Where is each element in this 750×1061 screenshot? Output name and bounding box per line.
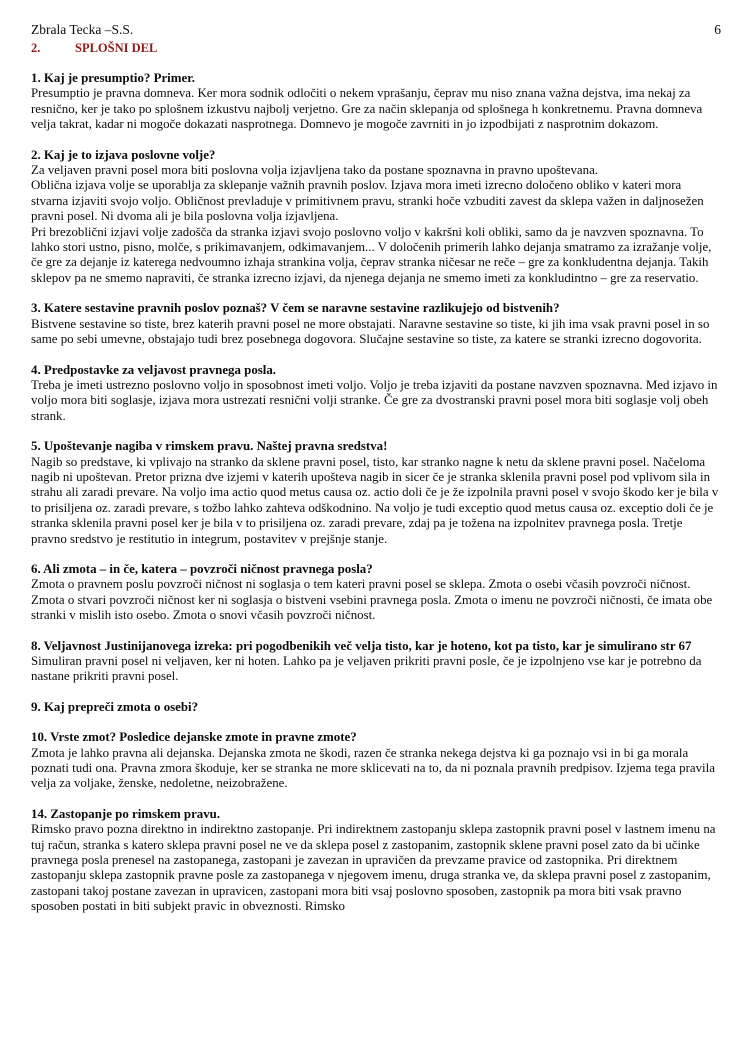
qa-section [31,807,721,915]
answer-body [31,86,721,132]
qa-section [31,301,721,347]
answer-paragraph: Rimsko pravo pozna direktno in indirektno zastopanje. Pri indirektnem zastopanju sklepa zastopnik pravni posel v lastnem imenu na tuj račun, stranka s katero sklepa pravni posel ne ve da sklepa posel z zastopanim, zastopnik sklene pravni posel zato da bi učinke pravnega posla prenesel na zastopanega, zastopani je zavezan in upravičen da prevzame pravice od zastopnika. Pri direktnem zastopanju sklepa zastopnik pravne posle za zastopanega v njegovem imenu, druga stranka ve, da sklepa pravni posel z zastopanim, zastopani takoj postane zavezan in upravicen, zastopani mora biti vsaj poslovno sposoben, zastopnik pa mora biti vsak pravno sposoben postati in biti subjekt pravic in obveznosti. Rimsko [31,822,716,914]
qa-section [31,148,721,287]
running-head-title: Zbrala Tecka –S.S. [31,22,134,37]
answer-paragraph: Presumptio je pravna domneva. Ker mora sodnik odločiti o nekem vprašanju, čeprav mu niso znana važna dejstva, ima nekaj za resnično, ker je tako po splošnem izkustvu najbolj verjetno. Gre za način sklepanja od splošnega h konkretnemu. Pravna domneva velja takrat, kadar ni mogoče dokazati nasprotnega. Domnevo je mogoče zavrniti in jo izpodbijati z nasprotnim dokazom. [31,86,703,132]
question-heading: 1. Kaj je presumptio? Primer. [31,71,195,85]
answer-paragraph: Treba je imeti ustrezno poslovno voljo in sposobnost imeti voljo. Voljo je treba izjaviti da postane navzven spoznavna. Med izjavo in voljo mora biti soglasje, izjava mora ustrezati resnični volji stranke. Če gre za dvostranski pravni posel mora biti soglasje volj obeh strank. [31,377,718,423]
qa-section [31,700,721,715]
answer-body [31,317,721,348]
answer-body [31,577,721,623]
qa-section [31,639,721,685]
answer-paragraph: Bistvene sestavine so tiste, brez katerih pravni posel ne more obstajati. Naravne sestavine so tiste, ki jih ima vsak pravni posel in so same po sebi umevne, obstajajo tudi brez posebnega dogovora. Slučajne sestavine so tiste, za katere se stranki izrecno dogovorita. [31,316,710,347]
answer-paragraph: Nagib so predstave, ki vplivajo na stranko da sklene pravni posel, tisto, kar stranko nagne k netu da sklene pravni posel. Načeloma nagib ni upoštevan. Pretor prizna dve izjemi v katerih upošteva nagib in sicer če je stranka sklenila pravni posel pod vplivom sila in strahu ali zaradi prevare. Na voljo ima actio quod metus causa oz. actio doli če je že izpolnila pravni posel v svojo škodo ker je bila v to prisiljena oz. zaradi prevare, s tožbo lahko zahteva odškodnino. Na voljo je tudi exceptio quod metus causa oz. exceptio doli če je stranka sklenila pravni posel ker je bila v to prisiljena oz. zaradi prevare, zdaj pa je tožena na izpolnitev pravnega posla. Tretje pravno sredstvo je restitutio in integrum, postavitev v prejšnje stanje. [31,454,719,546]
answer-paragraph: Simuliran pravni posel ni veljaven, ker ni hoten. Lahko pa je veljaven prikriti pravni posle, če je izpolnjeno vse kar je potrebno da nastane prikriti pravni posel. [31,654,702,684]
question-heading: 9. Kaj prepreči zmota o osebi? [31,699,199,714]
question-heading: 2. Kaj je to izjava poslovne volje? [31,147,216,162]
qa-section [31,562,721,624]
running-head [31,22,721,38]
answer-paragraph: Pri brezoblični izjavi volje zadošča da stranka izjavi svojo poslovno voljo v kakršni koli obliki, samo da je navzven spoznavna. To lahko stori ustno, pisno, molče, s prikimavanjem, odkimavanjem... V določenih primerih lahko dejanja smatramo za izražanje volje, če gre za dejanje iz katerega nedvoumno izhaja strankina volja, čeprav stranka ničesar ne reče – gre za konkludentna dejanja. Takih sklepov pa ne smemo napraviti, če stranka izrecno izjavi, da njenega dejanja ne smemo imeti za konkludintno – gre za reservatio. [31,224,712,285]
qa-section [31,363,721,425]
question-heading: 14. Zastopanje po rimskem pravu. [31,806,221,821]
answer-body [31,746,721,792]
question-heading: 4. Predpostavke za veljavost pravnega posla. [31,362,277,377]
qa-section [31,730,721,792]
sections-list [31,71,721,915]
answer-body [31,455,721,547]
answer-paragraph: Zmota o pravnem poslu povzroči ničnost ni soglasja o tem kateri pravni posel se sklepa. Zmota o osebi včasih povzroči ničnost. Zmota o stvari povzroči ničnost ker ni soglasja o bistveni vsebini pravnega posla. Zmota o imenu ne povzroči ničnosti, če imata obe stranki v mislih isto osebo. Zmota o snovi včasih povzroči ničnost. [31,577,713,623]
question-heading: 10. Vrste zmot? Posledice dejanske zmote in pravne zmote? [31,730,357,745]
answer-body [31,822,721,914]
chapter-number: 2. [31,41,41,55]
answer-body [31,378,721,424]
answer-paragraph: Za veljaven pravni posel mora biti poslovna volja izjavljena tako da postane spoznavna in pravno upoštevana. [31,163,599,178]
page-content-area [31,22,721,915]
qa-section [31,439,721,547]
question-heading: 6. Ali zmota – in če, katera – povzroči ničnost pravnega posla? [31,561,373,576]
answer-body [31,654,721,685]
chapter-title: SPLOŠNI DEL [75,41,158,55]
chapter-heading [31,40,721,56]
question-heading: 3. Katere sestavine pravnih poslov poznaš? V čem se naravne sestavine razlikujejo od bistvenih? [31,301,560,316]
qa-section [31,71,721,133]
answer-paragraph: Zmota je lahko pravna ali dejanska. Dejanska zmota ne škodi, razen če stranka nekega dejstva ki ga poznajo vsi in bi ga morala poznati tudi ona. Pravna zmora škoduje, ker se stranka ne more sklicevati na to, da ni poznala pravnih predpisov. Izjema tega pravila velja za voljake, ženske, nedoletne, neizobražene. [31,745,715,791]
question-heading: 8. Veljavnost Justinijanovega izreka: pri pogodbenikih več velja tisto, kar je hoteno, kot pa tisto, kar je simulirano str 67 [31,638,692,653]
answer-paragraph: Oblična izjava volje se uporablja za sklepanje važnih pravnih poslov. Izjava mora imeti izrecno določeno obliko v kateri mora stvarna izjaviti svojo voljo. Obličnost prevladuje v primitivnem pravu, stranki hoče vzbuditi zavest da sklepa važen in daljnosežen pravni posel. Ni dvoma ali je bila poslovna volja izjavljena. [31,178,704,224]
page-number: 6 [714,22,721,37]
answer-body [31,163,721,286]
question-heading: 5. Upoštevanje nagiba v rimskem pravu. Naštej pravna sredstva! [31,439,388,454]
